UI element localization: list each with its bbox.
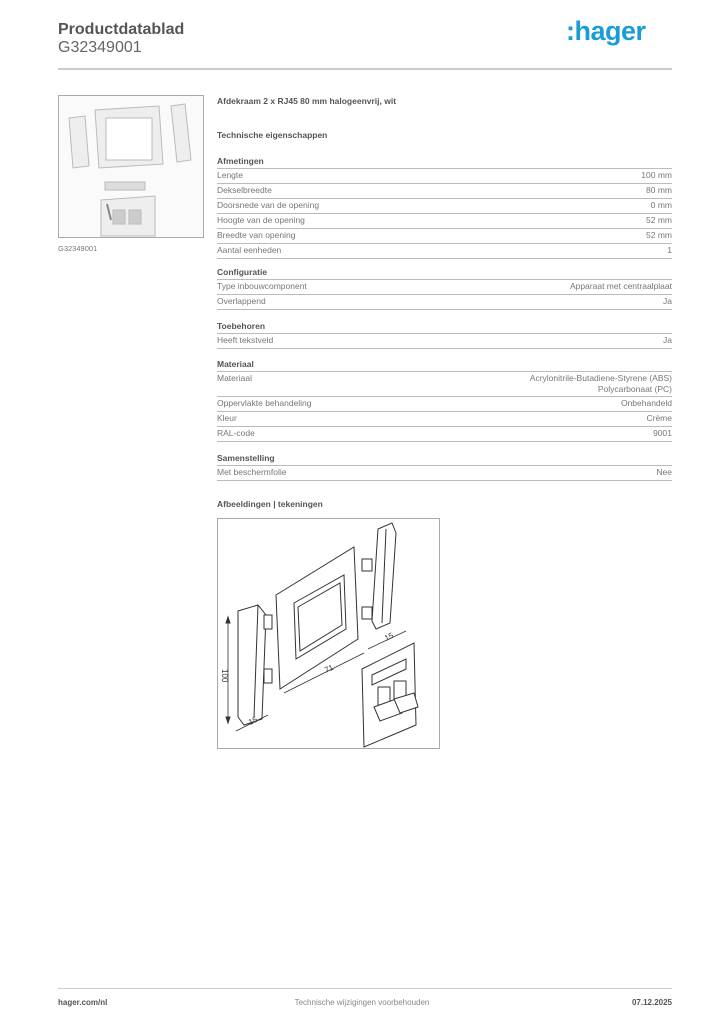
- spec-label: Breedte van opening: [217, 230, 296, 240]
- dimension-height: 100: [220, 669, 229, 683]
- footer-divider: [58, 988, 672, 989]
- spec-row: [217, 169, 672, 184]
- spec-label: Heeft tekstveld: [217, 335, 274, 345]
- spec-value: Nee: [656, 467, 672, 477]
- spec-label: Hoogte van de opening: [217, 215, 305, 225]
- spec-label: Met beschermfolie: [217, 467, 287, 477]
- spec-label: Materiaal: [217, 373, 252, 383]
- spec-label: Type inbouwcomponent: [217, 281, 307, 291]
- spec-row: [217, 199, 672, 214]
- spec-label: RAL-code: [217, 428, 255, 438]
- section-title: Samenstelling: [217, 452, 672, 466]
- spec-value: 0 mm: [650, 200, 672, 210]
- section-configuratie: [217, 266, 672, 310]
- spec-row: [217, 412, 672, 427]
- spec-value: Ja: [663, 335, 672, 345]
- spec-label: Oppervlakte behandeling: [217, 398, 312, 408]
- spec-value: 9001: [653, 428, 672, 438]
- spec-label: Dekselbreedte: [217, 185, 272, 195]
- spec-value: Apparaat met centraalplaat: [569, 281, 672, 291]
- technical-drawing: [217, 518, 440, 749]
- spec-row: [217, 372, 672, 397]
- spec-row: [217, 280, 672, 295]
- section-samenstelling: [217, 452, 672, 481]
- spec-row: [217, 244, 672, 259]
- hager-logo: :hager: [566, 16, 646, 46]
- section-title: Afmetingen: [217, 155, 672, 169]
- spec-label: Aantal eenheden: [217, 245, 282, 255]
- section-title: Materiaal: [217, 358, 672, 372]
- spec-value: 52 mm: [646, 215, 672, 225]
- spec-label: Overlappend: [217, 296, 266, 306]
- spec-row: [217, 466, 672, 481]
- spec-value: 1: [667, 245, 672, 255]
- drawings-heading: Afbeeldingen | tekeningen: [217, 499, 323, 509]
- technical-properties-heading: Technische eigenschappen: [217, 130, 328, 140]
- header-divider: [58, 68, 672, 70]
- product-photo-caption: G32349001: [58, 244, 98, 253]
- document-title: Productdatablad: [58, 21, 185, 38]
- spec-row: [217, 427, 672, 442]
- product-photo: [58, 95, 204, 238]
- section-title: Toebehoren: [217, 320, 672, 334]
- dimension-depth-right: 15: [383, 630, 395, 643]
- spec-row: [217, 295, 672, 310]
- spec-row: [217, 334, 672, 349]
- dimension-width: 71: [323, 662, 335, 675]
- spec-value: Ja: [663, 296, 672, 306]
- spec-label: Kleur: [217, 413, 237, 423]
- spec-value-line-2: Polycarbonaat (PC): [597, 384, 672, 394]
- spec-value: 52 mm: [646, 230, 672, 240]
- footer-website-link[interactable]: hager.com/nl: [58, 998, 108, 1007]
- footer-date: 07.12.2025: [631, 998, 672, 1007]
- spec-row: [217, 229, 672, 244]
- product-description: Afdekraam 2 x RJ45 80 mm halogeenvrij, wit: [217, 96, 397, 106]
- section-title: Configuratie: [217, 266, 672, 280]
- dimension-depth-left: 15: [247, 714, 259, 727]
- section-afmetingen: [217, 155, 672, 259]
- spec-row: [217, 397, 672, 412]
- footer-disclaimer: Technische wijzigingen voorbehouden: [294, 998, 430, 1007]
- spec-value: Crème: [646, 413, 672, 423]
- section-toebehoren: [217, 320, 672, 349]
- spec-row: [217, 214, 672, 229]
- section-materiaal: [217, 358, 672, 442]
- spec-value-line-1: Acrylonitrile-Butadiene-Styrene (ABS): [529, 373, 672, 383]
- spec-label: Doorsnede van de opening: [217, 200, 320, 210]
- spec-label: Lengte: [217, 170, 243, 180]
- spec-value: 100 mm: [641, 170, 672, 180]
- spec-row: [217, 184, 672, 199]
- spec-value: 80 mm: [646, 185, 672, 195]
- spec-value: [530, 373, 672, 395]
- spec-value: Onbehandeld: [620, 398, 672, 408]
- article-number: G32349001: [58, 39, 142, 56]
